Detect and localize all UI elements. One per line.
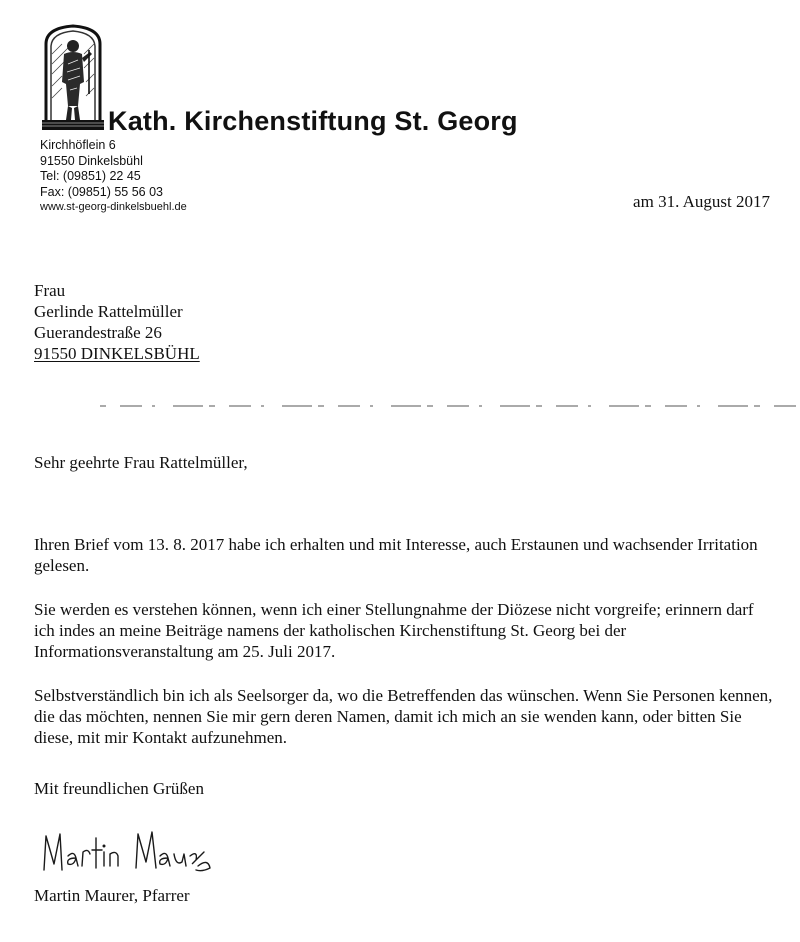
sender-city: 91550 Dinkelsbühl bbox=[40, 153, 143, 168]
recipient-street: Guerandestraße 26 bbox=[34, 323, 162, 342]
sender-website: www.st-georg-dinkelsbuehl.de bbox=[40, 201, 187, 213]
organization-name: Kath. Kirchenstiftung St. Georg bbox=[108, 106, 518, 136]
sender-street: Kirchhöflein 6 bbox=[40, 138, 116, 152]
recipient-title: Frau bbox=[34, 281, 66, 300]
scan-divider-line bbox=[100, 405, 800, 407]
signer-name: Martin Maurer, Pfarrer bbox=[34, 886, 190, 905]
recipient-city: 91550 DINKELSBÜHL bbox=[34, 344, 200, 363]
paragraph-1: Ihren Brief vom 13. 8. 2017 habe ich erhalten und mit Interesse, auch Erstaunen und wachsender Irritation gelesen. bbox=[34, 535, 758, 575]
sender-address bbox=[40, 138, 187, 216]
recipient-name: Gerlinde Rattelmüller bbox=[34, 302, 183, 321]
recipient-address bbox=[34, 280, 200, 364]
saint-george-statue-icon bbox=[42, 24, 104, 130]
sender-fax: Fax: (09851) 55 56 03 bbox=[40, 184, 163, 199]
paragraph-3: Selbstverständlich bin ich als Seelsorger da, wo die Betreffenden das wünschen. Wenn Sie Personen kennen, die das möchten, nennen Sie mir gern deren Namen, damit ich mich an sie wenden kann, oder bitten Sie diese, mit mir Kontakt aufzunehmen. bbox=[34, 686, 773, 747]
handwritten-signature bbox=[38, 826, 213, 878]
paragraph-2: Sie werden es verstehen können, wenn ich einer Stellungnahme der Diözese nicht vorgreife; erinnern darf ich indes an meine Beiträge namens der katholischen Kirchenstiftung St. Georg bei der Informationsveranstaltung am 25. Juli 2017. bbox=[34, 600, 754, 661]
closing: Mit freundlichen Grüßen bbox=[34, 779, 204, 798]
salutation: Sehr geehrte Frau Rattelmüller, bbox=[34, 453, 248, 472]
sender-phone: Tel: (09851) 22 45 bbox=[40, 169, 141, 183]
letter-date: am 31. August 2017 bbox=[633, 192, 770, 211]
